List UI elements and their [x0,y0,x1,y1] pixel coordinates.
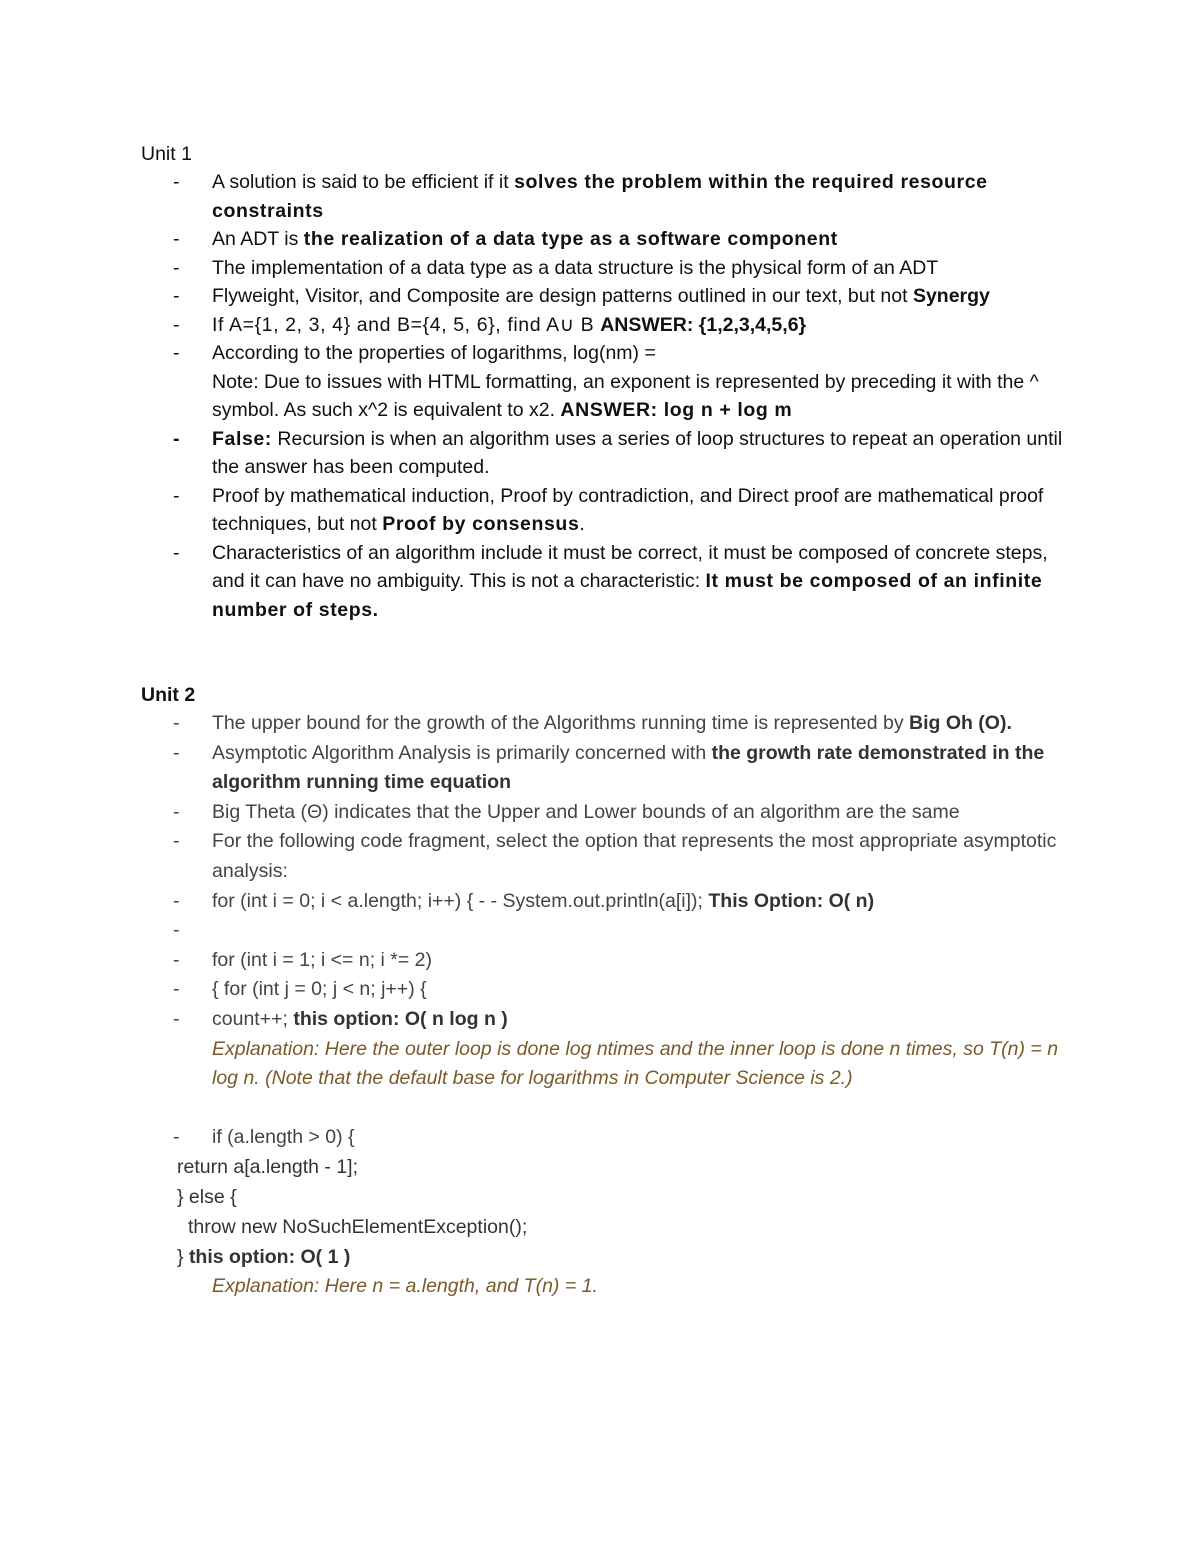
bullet-dash: - [173,948,180,971]
code-brace: } [177,1246,189,1269]
list-item [141,798,1081,828]
item-code: for (int i = 0; i < a.length; i++) { - - System.out.println(a[i]); [212,889,709,912]
list-item [141,887,1081,917]
code-line: } else { [177,1186,237,1209]
bullet-dash: - [173,741,180,764]
item-code: count++; [212,1007,294,1030]
code-line: throw new NoSuchElementException(); [188,1216,528,1239]
item-text: Flyweight, Visitor, and Composite are design patterns outlined in our text, but not [212,285,913,307]
bullet-dash: - [173,919,180,942]
list-item [141,1005,1081,1094]
list-item [141,168,1071,225]
item-text: The upper bound for the growth of the Algorithms running time is represented by [212,712,909,734]
item-answer: False: [212,427,272,450]
item-text: Proof by mathematical induction, Proof by contradiction, and Direct proof are mathematical proof techniques, but not [212,484,1044,535]
code-line: return a[a.length - 1]; [177,1156,359,1179]
list-item [141,225,1071,254]
bullet-dash: - [173,313,180,336]
item-text: According to the properties of logarithms, log(nm) = [212,342,656,364]
bullet-dash: - [173,800,180,823]
item-code: { for (int j = 0; j < n; j++) { [212,978,427,1001]
item-answer: solves the problem within the required resource constraints [212,171,988,222]
bullet-dash: - [173,1125,180,1148]
list-item [141,916,1081,946]
list-item [141,539,1071,625]
unit2-section [141,681,1081,1302]
list-item [141,311,1071,340]
bullet-dash: - [173,1007,180,1030]
item-text: For the following code fragment, select the option that represents the most appropriate asymptotic analysis: [212,830,1057,882]
list-item [141,827,1081,886]
list-item [141,482,1071,539]
unit1-heading: Unit 1 [141,143,192,165]
bullet-dash: - [173,978,180,1001]
bullet-dash: - [173,285,180,307]
item-answer: It must be composed of an infinite number of steps. [212,570,1043,621]
bullet-dash: - [173,228,180,250]
list-item [141,282,1071,311]
item-note: Note: Due to issues with HTML formatting, an exponent is represented by preceding it with the ^ symbol. As such x^2 is equivalent to x2. [212,370,1039,421]
bullet-dash: - [173,171,180,193]
item-text: A solution is said to be efficient if it [212,171,515,193]
item-answer: the realization of a data type as a software component [303,228,838,250]
bullet-dash: - [173,541,180,564]
bullet-dash: - [173,427,180,450]
list-item [141,1123,1081,1153]
bullet-dash: - [173,830,180,853]
unit1-section [141,140,1071,624]
item-answer: Synergy [912,285,990,307]
item-text: If A={1, 2, 3, 4} and B={4, 5, 6}, find A∪ B [212,313,601,336]
bullet-dash: - [173,712,180,734]
item-answer: this option: O( n log n ) [293,1007,508,1030]
item-answer: this option: O( 1 ) [188,1246,351,1269]
list-item [141,739,1081,798]
item-answer: Proof by consensus [382,513,580,535]
item-code: if (a.length > 0) { [212,1125,355,1148]
item-answer: the growth rate demonstrated in the algorithm running time equation [212,741,1045,794]
explanation-text: Explanation: Here the outer loop is done log ntimes and the inner loop is done n times, so T(n) = n log n. (Note that the default base for logarithms in Computer Science is 2.) [212,1037,1059,1090]
item-text: An ADT is [212,228,304,250]
item-code: for (int i = 1; i <= n; i *= 2) [212,948,433,971]
unit2-heading: Unit 2 [141,684,196,706]
bullet-dash: - [173,484,180,507]
item-period: . [579,513,585,535]
list-item [141,946,1081,976]
item-text: The implementation of a data type as a data structure is the physical form of an ADT [212,256,939,279]
item-answer: This Option: O( n) [708,889,875,912]
code-line [141,1242,1081,1272]
list-item [141,254,1071,283]
item-answer: Big Oh (O). [908,712,1012,734]
item-text: Asymptotic Algorithm Analysis is primarily concerned with [212,741,712,764]
bullet-dash: - [173,342,180,364]
bullet-dash: - [173,889,180,912]
item-text: Characteristics of an algorithm include it must be correct, it must be composed of concrete steps, and it can have no ambiguity. This is not a characteristic: [212,541,1048,592]
item-text: Recursion is when an algorithm uses a series of loop structures to repeat an operation until the answer has been computed. [212,427,1063,478]
list-item [141,339,1071,425]
item-text: Big Theta (Θ) indicates that the Upper and Lower bounds of an algorithm are the same [212,800,960,823]
list-item [141,975,1081,1005]
explanation-text: Explanation: Here n = a.length, and T(n) = 1. [212,1275,598,1298]
list-item [141,709,1081,739]
item-answer: ANSWER: {1,2,3,4,5,6} [600,313,807,336]
list-item [141,425,1071,482]
item-answer: ANSWER: log n + log m [560,399,793,421]
bullet-dash: - [173,256,180,279]
spacer [141,1094,1081,1123]
